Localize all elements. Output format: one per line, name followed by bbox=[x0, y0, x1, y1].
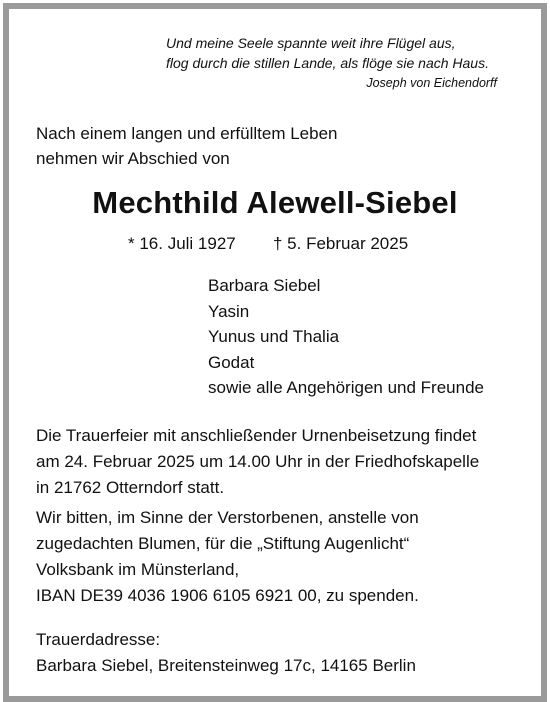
funeral-line: am 24. Februar 2025 um 14.00 Uhr in der Friedhofskapelle bbox=[36, 452, 480, 471]
mourners-list bbox=[208, 273, 484, 401]
address-line: Barbara Siebel, Breitensteinweg 17c, 14165 Berlin bbox=[36, 656, 416, 675]
death-date: † 5. Februar 2025 bbox=[273, 234, 409, 253]
donation-request bbox=[36, 505, 419, 609]
motto-line: Und meine Seele spannte weit ihre Flügel aus, bbox=[166, 35, 456, 51]
intro-line: Nach einem langen und erfülltem Leben bbox=[36, 124, 338, 143]
quote-author: Joseph von Eichendorff bbox=[366, 76, 497, 90]
intro-text bbox=[36, 121, 337, 171]
motto-quote bbox=[166, 33, 496, 73]
mourner-name: Barbara Siebel bbox=[208, 276, 321, 295]
deceased-name: Mechthild Alewell-Siebel bbox=[92, 185, 458, 220]
motto-line: flog durch die stillen Lande, als flöge sie nach Haus. bbox=[166, 55, 489, 71]
mourner-name: sowie alle Angehörigen und Freunde bbox=[208, 378, 484, 397]
donation-line: IBAN DE39 4036 1906 6105 6921 00, zu spenden. bbox=[36, 586, 419, 605]
donation-line: Volksbank im Münsterland, bbox=[36, 560, 240, 579]
funeral-info bbox=[36, 423, 479, 501]
donation-line: Wir bitten, im Sinne der Verstorbenen, anstelle von bbox=[36, 508, 419, 527]
mourning-address bbox=[36, 627, 416, 679]
donation-line: zugedachten Blumen, für die „Stiftung Augenlicht“ bbox=[36, 534, 410, 553]
funeral-line: in 21762 Otterndorf statt. bbox=[36, 478, 225, 497]
birth-date: * 16. Juli 1927 bbox=[128, 234, 236, 253]
mourner-name: Yasin bbox=[208, 301, 250, 321]
mourner-name: Yunus und Thalia bbox=[208, 327, 340, 346]
address-label: Trauerdadresse: bbox=[36, 630, 161, 649]
intro-line: nehmen wir Abschied von bbox=[36, 149, 230, 168]
mourner-name: Godat bbox=[208, 352, 255, 372]
funeral-line: Die Trauerfeier mit anschließender Urnenbeisetzung findet bbox=[36, 426, 477, 445]
